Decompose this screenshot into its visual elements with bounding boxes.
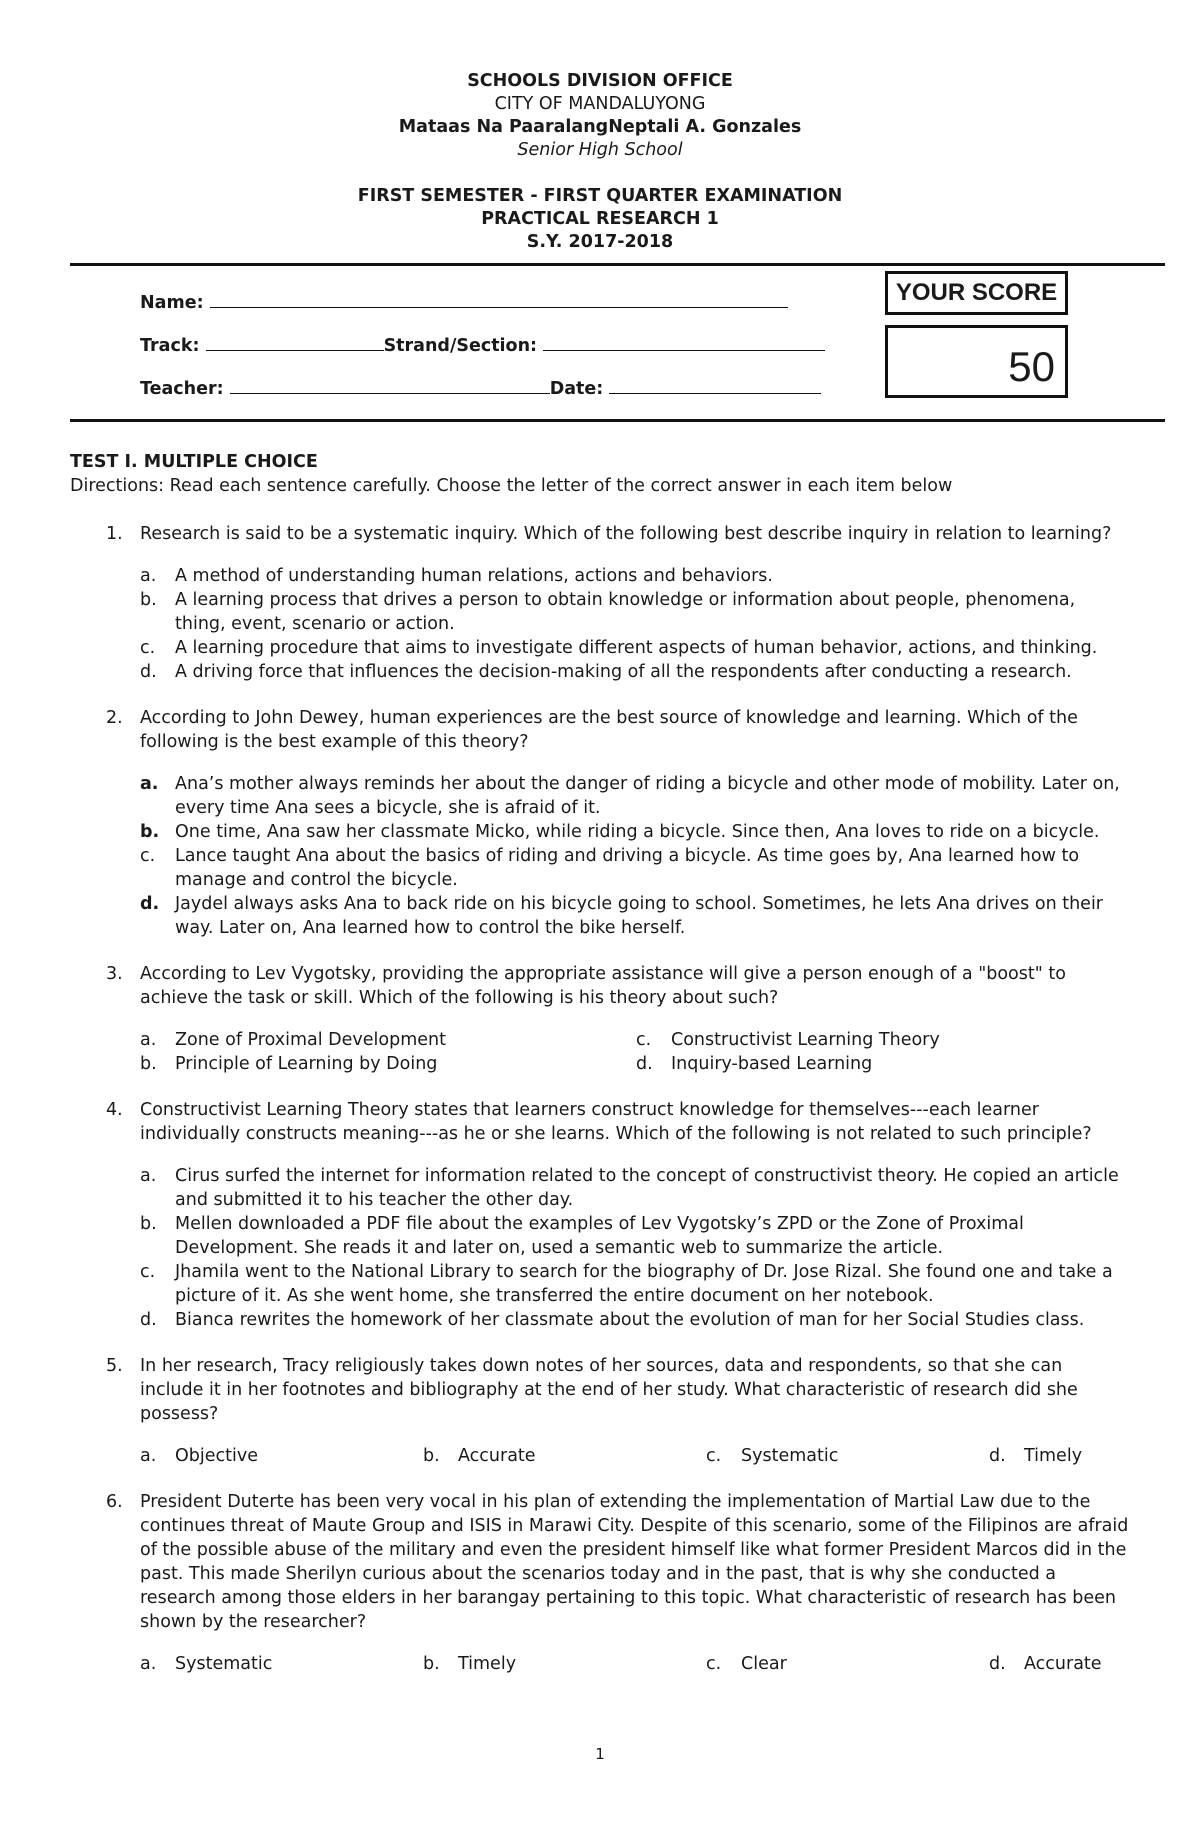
question-text: According to John Dewey, human experiences are the best source of knowledge and learning. Which of the following is the best example of this theory? <box>140 708 1078 752</box>
option[interactable]: d. Timely <box>989 1446 1083 1466</box>
question-number: 2. <box>106 708 123 728</box>
option[interactable]: a. Systematic <box>140 1654 273 1674</box>
options-4 <box>70 1164 1130 1332</box>
option[interactable]: b. Principle of Learning by Doing <box>140 1054 438 1074</box>
track-label: Track <box>140 336 193 356</box>
option[interactable]: c. A learning procedure that aims to investigate different aspects of human behavior, actions, and thinking. <box>140 638 1098 658</box>
option[interactable]: c. Jhamila went to the National Library to search for the biography of Dr. Jose Rizal. She found one and take a picture of it. As she went home, she transferred the entire document on her notebook. <box>140 1262 1113 1306</box>
option[interactable]: d. Bianca rewrites the homework of her classmate about the evolution of man for her Social Studies class. <box>140 1310 1085 1330</box>
question-number: 5. <box>106 1356 123 1376</box>
question-text: According to Lev Vygotsky, providing the appropriate assistance will give a person enough of a "boost" to achieve the task or skill. Which of the following is his theory about such? <box>140 964 1066 1008</box>
question-3 <box>70 962 1130 1010</box>
name-row: Name: <box>140 291 788 313</box>
question-text: Research is said to be a systematic inquiry. Which of the following best describe inquiry in relation to learning? <box>140 524 1112 544</box>
options-5 <box>70 1444 1130 1468</box>
exam-title: FIRST SEMESTER - FIRST QUARTER EXAMINATION <box>357 186 843 206</box>
option[interactable]: c. Lance taught Ana about the basics of riding and driving a bicycle. As time goes by, Ana learned how to manage and control the bicycle. <box>140 846 1080 890</box>
options-2 <box>70 772 1130 940</box>
date-field[interactable] <box>609 377 821 394</box>
strand-field[interactable] <box>543 334 825 351</box>
subject-title: PRACTICAL RESEARCH 1 <box>481 209 719 229</box>
test-content <box>70 450 1130 1676</box>
test-title: TEST I. MULTIPLE CHOICE <box>70 452 318 472</box>
option[interactable]: a. Zone of Proximal Development <box>140 1030 446 1050</box>
option[interactable]: a. Objective <box>140 1446 258 1466</box>
question-text: Constructivist Learning Theory states that learners construct knowledge for themselves---each learner individually constructs meaning---as he or she learns. Which of the following is not related to such principle? <box>140 1100 1092 1144</box>
option[interactable]: c. Constructivist Learning Theory <box>636 1030 940 1050</box>
options-1 <box>70 564 1130 684</box>
option[interactable]: c. Systematic <box>706 1446 839 1466</box>
question-number: 1. <box>106 524 123 544</box>
exam-header <box>0 70 1200 254</box>
option[interactable]: b. Timely <box>423 1654 517 1674</box>
option[interactable]: c. Clear <box>706 1654 787 1674</box>
question-4 <box>70 1098 1130 1146</box>
page-number: 1 <box>595 1745 605 1763</box>
name-field[interactable] <box>210 291 788 308</box>
teacher-field[interactable] <box>230 377 550 394</box>
score-title: YOUR SCORE <box>885 271 1068 315</box>
option[interactable]: d. Inquiry-based Learning <box>636 1054 873 1074</box>
option[interactable]: b. A learning process that drives a person to obtain knowledge or information about people, phenomena, thing, event, scenario or action. <box>140 590 1076 634</box>
info-divider <box>70 419 1165 422</box>
option[interactable]: b. Accurate <box>423 1446 536 1466</box>
question-5 <box>70 1354 1130 1426</box>
top-divider <box>70 263 1165 266</box>
school-level: Senior High School <box>517 140 683 160</box>
option[interactable]: d. Accurate <box>989 1654 1102 1674</box>
options-6 <box>70 1652 1130 1676</box>
question-number: 6. <box>106 1492 123 1512</box>
score-value: 50 <box>885 325 1068 398</box>
option[interactable]: d. Jaydel always asks Ana to back ride on his bicycle going to school. Sometimes, he lets Ana drives on their way. Later on, Ana learned how to control the bike herself. <box>140 894 1103 938</box>
question-6 <box>70 1490 1130 1634</box>
option[interactable]: a. A method of understanding human relations, actions and behaviors. <box>140 566 773 586</box>
option[interactable]: b. Mellen downloaded a PDF file about the examples of Lev Vygotsky’s ZPD or the Zone of Proximal Development. She reads it and later on, used a semantic web to summarize the article. <box>140 1214 1024 1258</box>
school-name: Mataas Na PaaralangNeptali A. Gonzales <box>398 117 802 137</box>
name-label: Name <box>140 293 197 313</box>
option[interactable]: a. Ana’s mother always reminds her about the danger of riding a bicycle and other mode of mobility. Later on, every time Ana sees a bicycle, she is afraid of it. <box>140 774 1120 818</box>
question-text: In her research, Tracy religiously takes down notes of her sources, data and respondents, so that she can include it in her footnotes and bibliography at the end of her study. What characteristic of research did she possess? <box>140 1356 1078 1424</box>
question-2 <box>70 706 1130 754</box>
options-3 <box>70 1028 1130 1076</box>
city: CITY OF MANDALUYONG <box>494 94 706 114</box>
directions: Directions: Read each sentence carefully. Choose the letter of the correct answer in each item below <box>70 476 953 496</box>
question-number: 4. <box>106 1100 123 1120</box>
question-text: President Duterte has been very vocal in his plan of extending the implementation of Martial Law due to the continues threat of Maute Group and ISIS in Marawi City. Despite of this scenario, some of the Filipinos are afraid of the possible abuse of the military and even the president himself like what former President Marcos did in the past. This made Sherilyn curious about the scenarios today and in the past, that is why she conducted a research among those elders in her barangay pertaining to this topic. What characteristic of research has been shown by the researcher? <box>140 1492 1129 1632</box>
teacher-date-row: Teacher: Date: <box>140 377 821 399</box>
division-office: SCHOOLS DIVISION OFFICE <box>467 71 733 91</box>
strand-label: Strand/Section <box>383 336 531 356</box>
option[interactable]: b. One time, Ana saw her classmate Micko, while riding a bicycle. Since then, Ana loves to ride on a bicycle. <box>140 822 1100 842</box>
track-strand-row: Track: Strand/Section: <box>140 334 825 356</box>
track-field[interactable] <box>206 334 384 351</box>
question-1 <box>70 522 1130 546</box>
school-year: S.Y. 2017-2018 <box>526 232 674 252</box>
option[interactable]: a. Cirus surfed the internet for information related to the concept of constructivist theory. He copied an article and submitted it to his teacher the other day. <box>140 1166 1119 1210</box>
question-number: 3. <box>106 964 123 984</box>
date-label: Date <box>549 379 597 399</box>
teacher-label: Teacher <box>140 379 217 399</box>
option[interactable]: d. A driving force that influences the decision-making of all the respondents after conducting a research. <box>140 662 1072 682</box>
